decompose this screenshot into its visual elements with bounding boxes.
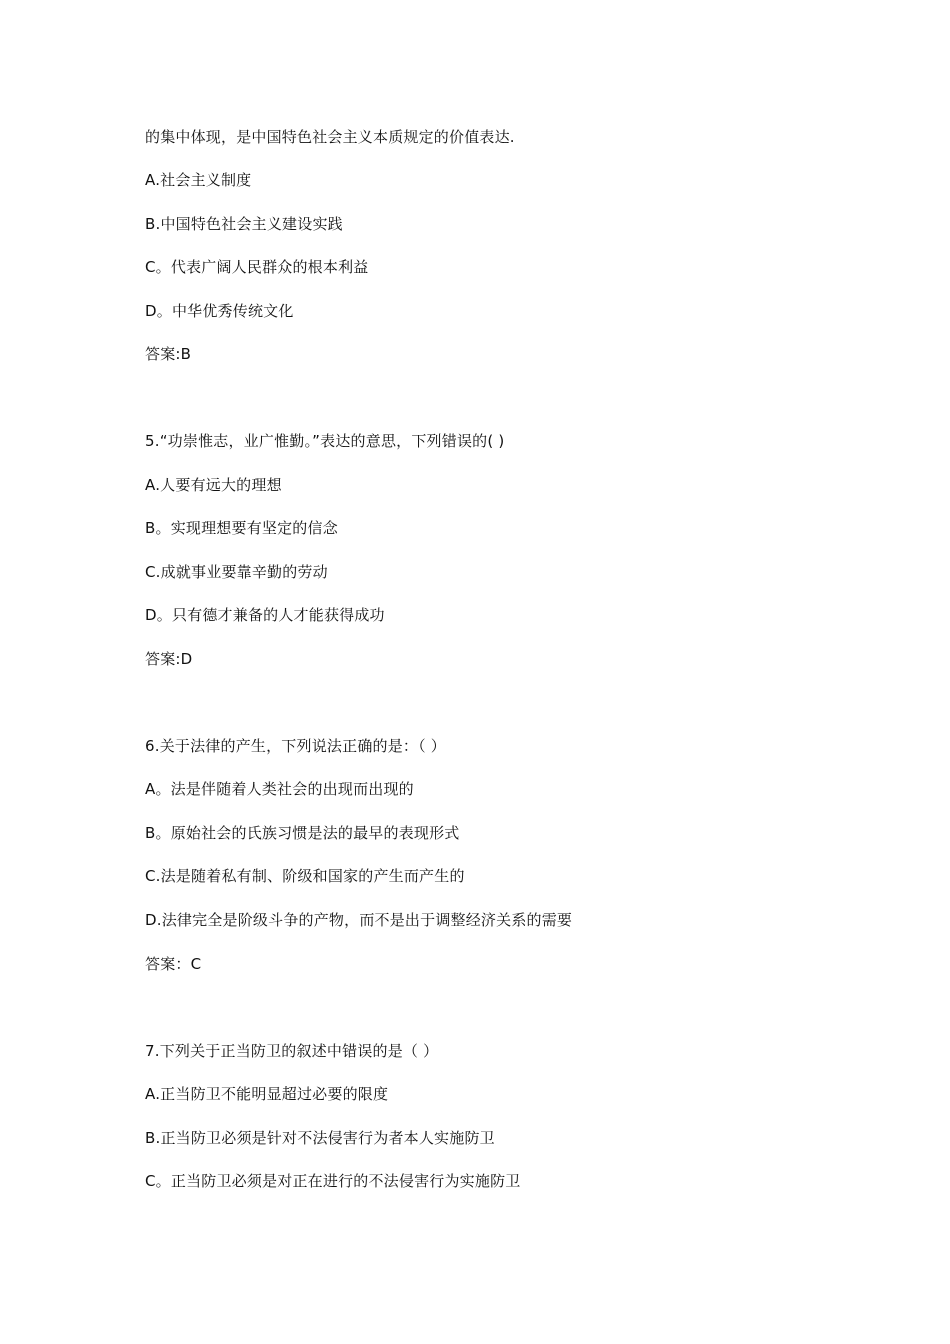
question-5-stem: 5.“功崇惟志，业广惟勤。”表达的意思，下列错误的( ): [145, 432, 505, 450]
question-6-answer: 答案：C: [145, 955, 202, 973]
answer: 答案:B: [145, 345, 192, 363]
question-6-option-a: A。法是伴随着人类社会的出现而出现的: [145, 780, 414, 798]
option-c: C。代表广阔人民群众的根本利益: [145, 258, 369, 276]
question-stem-continuation: 的集中体现，是中国特色社会主义本质规定的价值表达.: [145, 128, 515, 146]
option-b: B.中国特色社会主义建设实践: [145, 215, 343, 233]
question-5-option-d: D。只有德才兼备的人才能获得成功: [145, 606, 385, 624]
question-5-option-b: B。实现理想要有坚定的信念: [145, 519, 338, 537]
question-7-option-a: A.正当防卫不能明显超过必要的限度: [145, 1085, 389, 1103]
question-5-answer: 答案:D: [145, 650, 193, 668]
question-6-stem: 6.关于法律的产生，下列说法正确的是：（ ）: [145, 737, 446, 755]
question-5-option-c: C.成就事业要靠辛勤的劳动: [145, 563, 328, 581]
question-7-stem: 7.下列关于正当防卫的叙述中错误的是（ ）: [145, 1042, 439, 1060]
question-6-option-b: B。原始社会的氏族习惯是法的最早的表现形式: [145, 824, 460, 842]
option-a: A.社会主义制度: [145, 171, 252, 189]
question-5-option-a: A.人要有远大的理想: [145, 476, 282, 494]
question-7-option-b: B.正当防卫必须是针对不法侵害行为者本人实施防卫: [145, 1129, 495, 1147]
question-6-option-d: D.法律完全是阶级斗争的产物，而不是出于调整经济关系的需要: [145, 911, 573, 929]
option-d: D。中华优秀传统文化: [145, 302, 294, 320]
question-6-option-c: C.法是随着私有制、阶级和国家的产生而产生的: [145, 867, 465, 885]
question-7-option-c: C。正当防卫必须是对正在进行的不法侵害行为实施防卫: [145, 1172, 521, 1190]
